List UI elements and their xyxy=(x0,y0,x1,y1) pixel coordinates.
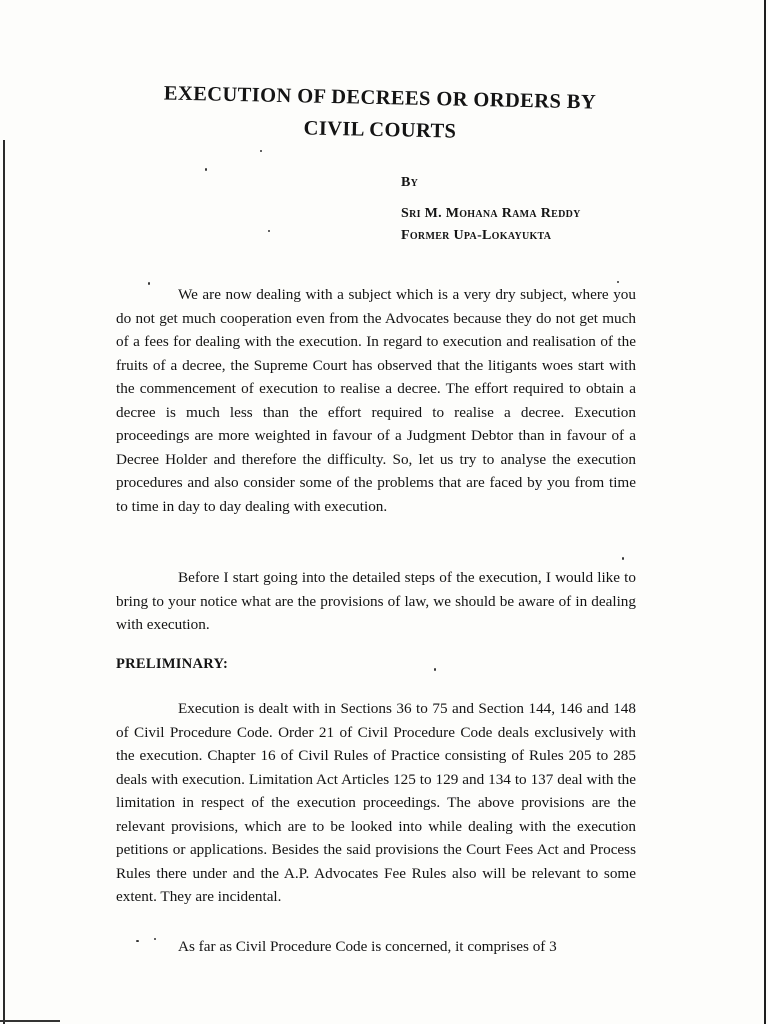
paragraph-cpc: As far as Civil Procedure Code is concerned, it comprises of 3 xyxy=(178,938,557,955)
scan-speck xyxy=(617,281,619,283)
scan-speck xyxy=(136,940,139,942)
section-heading-preliminary: PRELIMINARY: xyxy=(116,656,229,672)
byline-label: By xyxy=(401,175,419,190)
document-title-line1: EXECUTION OF DECREES OR ORDERS BY xyxy=(163,82,597,114)
author-name: Sri M. Mohana Rama Reddy xyxy=(401,206,581,221)
scan-speck xyxy=(154,938,156,940)
scan-speck xyxy=(434,668,436,671)
scan-speck xyxy=(622,557,624,560)
page-right-edge xyxy=(764,0,766,1024)
paragraph-intro: We are now dealing with a subject which is a very dry subject, where you do not get much cooperation even from the Advocates because they do not get much of a fees for dealing with the execution. In regard to execution and realisation of the fruits of a decree, the Supreme Court has observed that the litigants woes start with the commencement of execution to realise a decree. The effort required to obtain a decree is much less than the effort required to realise a decree. Execution proceedings are more weighted in favour of a Judgment Debtor than in favour of a Decree Holder and therefore the difficulty. So, let us try to analyse the execution procedures and also consider some of the problems that are faced by you from time to time in day to day dealing with execution. xyxy=(116,286,636,515)
page-bottom-edge xyxy=(0,1020,60,1022)
scan-speck xyxy=(260,150,262,152)
scan-speck xyxy=(205,168,207,171)
author-title: Former Upa-Lokayukta xyxy=(401,228,552,243)
document-title-line2: CIVIL COURTS xyxy=(303,117,457,143)
paragraph-preliminary: Execution is dealt with in Sections 36 to 75 and Section 144, 146 and 148 of Civil Procedure Code. Order 21 of Civil Procedure Code deals exclusively with the execution. Chapter 16 of Civil Rules of Practice consisting of Rules 205 to 285 deals with execution. Limitation Act Articles 125 to 129 and 134 to 137 deal with the limitation in respect of the execution proceedings. The above provisions are the relevant provisions, which are to be looked into while dealing with the execution petitions or applications. Besides the said provisions the Court Fees Act and Process Rules there under and the A.P. Advocates Fee Rules also will be relevant to some extent. They are incidental. xyxy=(116,700,636,905)
scan-speck xyxy=(148,282,150,285)
page-left-edge xyxy=(3,140,5,1024)
paragraph-provisions: Before I start going into the detailed steps of the execution, I would like to bring to your notice what are the provisions of law, we should be aware of in dealing with execution. xyxy=(116,569,636,633)
scan-speck xyxy=(268,230,270,232)
